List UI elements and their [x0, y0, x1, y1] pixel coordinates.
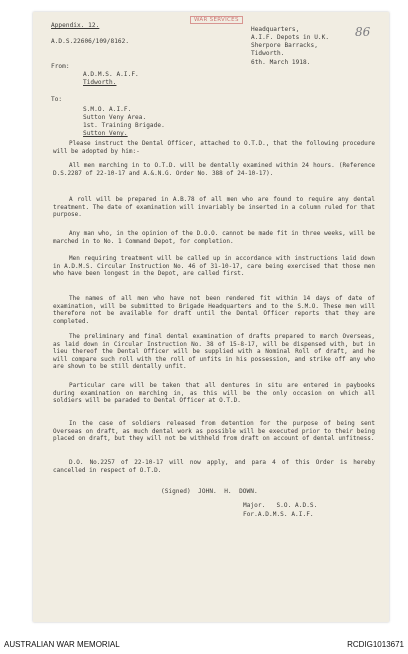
- paragraph: A roll will be prepared in A.B.78 of all men who are found to require any dental treatment. The date of examination will invariably be inserted in a column ruled for that purpose.: [53, 196, 375, 219]
- paragraph: The names of all men who have not been rendered fit within 14 days of date of examination, will be submitted to Brigade Headquarters and to the S.M.O. These men will therefore not be available for draft until the Dental Officer reports that they are completed.: [53, 295, 375, 325]
- signatory-rank: Major. S.O. A.D.S.: [243, 502, 318, 509]
- from-line: A.D.M.S. A.I.F.: [83, 71, 139, 78]
- paragraph: Any man who, in the opinion of the D.O.O. cannot be made fit in three weeks, will be marched in to No. 1 Command Depot, for completion.: [53, 230, 375, 245]
- from-org-line: Tidworth.: [251, 50, 285, 57]
- archive-footer-left: AUSTRALIAN WAR MEMORIAL: [4, 640, 120, 649]
- to-line: Sutton Veny.: [83, 130, 128, 137]
- document-date: 6th. March 1918.: [251, 59, 311, 66]
- paragraph: Particular care will be taken that all dentures in situ are entered in paybooks during examination on marching in, as this will be the only occasion on which all soldiers will be paraded to Dental Officer at O.T.D.: [53, 382, 375, 405]
- paragraph: The preliminary and final dental examination of drafts prepared to march Overseas, as laid down in Circular Instruction No. 38 of 15-8-17, will be dispensed with, but in lieu thereof the Dental Officer will be supplied with a Nominal Roll of draft, and he will compare such roll with the roll of unfits in his possession, and strike off any who are shown to be still dentally unfit.: [53, 333, 375, 371]
- to-line: Sutton Veny Area.: [83, 114, 147, 121]
- appendix-label: Appendix. 12.: [51, 22, 100, 29]
- from-label: From:: [51, 63, 70, 70]
- paragraph: Men requiring treatment will be called up in accordance with instructions laid down in A.D.M.S. Circular Instruction No. 46 of 31-10-17, care being exercised that those men who have been longest in the Depot, are called first.: [53, 255, 375, 278]
- paragraph: Please instruct the Dental Officer, attached to O.T.D., that the following procedure will be adopted by him:-: [53, 140, 375, 155]
- signature-line: (Signed) JOHN. H. DOWN.: [161, 488, 258, 495]
- paragraph: All men marching in to O.T.D. will be dentally examined within 24 hours. (Reference D.S.2287 of 22-10-17 and A.&.N.G. Order No. 388 of 24-10-17).: [53, 162, 375, 177]
- signatory-title: For.A.D.M.S. A.I.F.: [243, 511, 314, 518]
- archive-stamp: WAR SERVICES: [190, 16, 243, 24]
- document-sheet: [33, 12, 389, 622]
- to-label: To:: [51, 96, 63, 103]
- archive-footer-right: RCDIG1013671: [347, 640, 404, 649]
- pencil-page-number: 86: [355, 25, 371, 39]
- from-line: Tidworth.: [83, 79, 117, 86]
- reference-number: A.D.S.22606/109/8162.: [51, 38, 130, 45]
- to-line: 1st. Training Brigade.: [83, 122, 165, 129]
- paragraph: D.O. No.2257 of 22-10-17 will now apply, and para 4 of this Order is hereby cancelled in respect of O.T.D.: [53, 459, 375, 474]
- to-line: S.M.O. A.I.F.: [83, 106, 132, 113]
- from-org-line: Headquarters,: [251, 26, 300, 33]
- from-org-line: Sherpore Barracks,: [251, 42, 318, 49]
- paragraph: In the case of soldiers released from detention for the purpose of being sent Overseas on draft, as much dental work as possible will be executed prior to their being placed on draft, but they will not be withheld from draft on account of dental unfitness.: [53, 420, 375, 443]
- from-org-line: A.I.F. Depots in U.K.: [251, 34, 330, 41]
